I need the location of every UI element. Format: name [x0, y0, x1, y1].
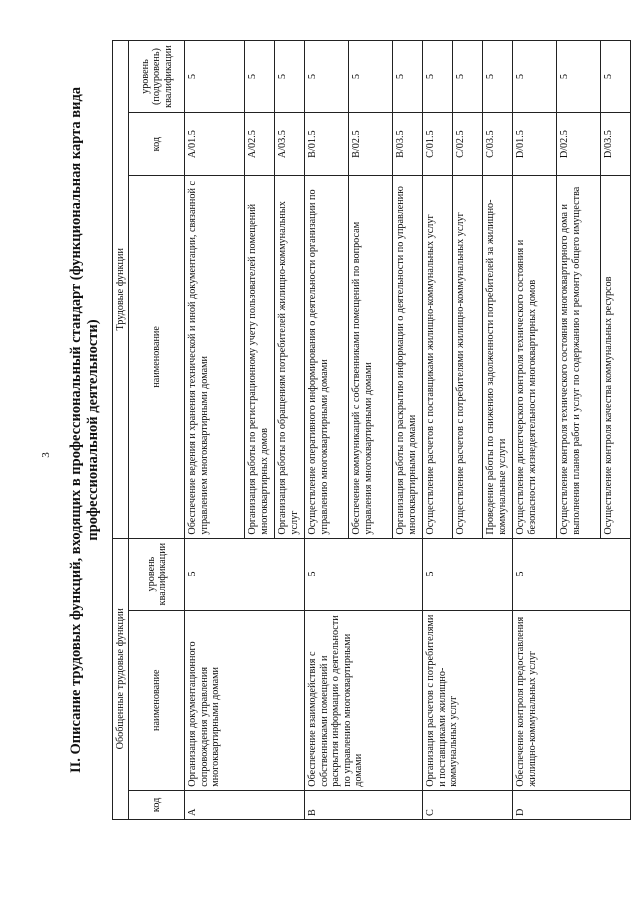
header-generalized-functions: Обобщенные трудовые функции: [113, 538, 129, 819]
table-row: [305, 41, 349, 820]
function-code: B/03.5: [393, 113, 423, 176]
function-code: B/01.5: [305, 113, 349, 176]
function-level: 5: [393, 41, 423, 113]
function-name: Осуществление контроля качества коммунальных ресурсов: [601, 176, 631, 538]
table-row: [423, 41, 453, 820]
col-header-function-code: код: [129, 113, 185, 176]
function-name: Обеспечение ведения и хранения технической и иной документации, связанной с управлением многоквартирными домами: [185, 176, 245, 538]
table-row: [185, 41, 245, 820]
group-name: Обеспечение взаимодействия с собственниками помещений и раскрытия информации о деятельности по управлению многоквартирными домами: [305, 610, 423, 790]
function-name: Осуществление диспетчерского контроля технического состояния и безопасности жизнедеятельности многоквартирных домов: [513, 176, 557, 538]
function-level: 5: [453, 41, 483, 113]
function-level: 5: [185, 41, 245, 113]
group-name: Организация расчетов с потребителями и поставщиками жилищно-коммунальных услуг: [423, 610, 513, 790]
function-level: 5: [423, 41, 453, 113]
function-level: 5: [349, 41, 393, 113]
header-labor-functions: Трудовые функции: [113, 41, 129, 539]
function-level: 5: [601, 41, 631, 113]
function-code: A/01.5: [185, 113, 245, 176]
group-level: 5: [513, 538, 631, 610]
function-level: 5: [275, 41, 305, 113]
functional-map-table: [112, 40, 631, 820]
function-code: C/02.5: [453, 113, 483, 176]
function-level: 5: [483, 41, 513, 113]
function-name: Осуществление расчетов с потребителями жилищно-коммунальных услуг: [453, 176, 483, 538]
group-level: 5: [423, 538, 513, 610]
group-code: B: [305, 790, 423, 819]
function-code: D/01.5: [513, 113, 557, 176]
table-header-row-2: [129, 41, 185, 820]
function-name: Организация работы по обращениям потребителей жилищно-коммунальных услуг: [275, 176, 305, 538]
table-row: [513, 41, 557, 820]
function-code: C/01.5: [423, 113, 453, 176]
col-header-code: код: [129, 790, 185, 819]
group-code: D: [513, 790, 631, 819]
table-header-row-1: [113, 41, 129, 820]
section-title: II. Описание трудовых функций, входящих в профессиональный стандарт (функциональная карта вида профессиональной деятельности): [68, 86, 101, 774]
group-code: C: [423, 790, 513, 819]
rotated-page-content: [64, 40, 615, 820]
function-level: 5: [305, 41, 349, 113]
col-header-level: уровень квалификации: [129, 538, 185, 610]
function-level: 5: [513, 41, 557, 113]
col-header-function-name: наименование: [129, 176, 185, 538]
function-code: A/02.5: [245, 113, 275, 176]
function-code: B/02.5: [349, 113, 393, 176]
group-code: A: [185, 790, 305, 819]
function-name: Проведение работы по снижению задолженности потребителей за жилищно-коммунальные услуги: [483, 176, 513, 538]
function-level: 5: [557, 41, 601, 113]
function-level: 5: [245, 41, 275, 113]
function-name: Обеспечение коммуникаций с собственниками помещений по вопросам управления многоквартирными домами: [349, 176, 393, 538]
group-level: 5: [305, 538, 423, 610]
col-header-function-level: уровень (подуровень) квалификации: [129, 41, 185, 113]
function-name: Осуществление контроля технического состояния многоквартирного дома и выполнения планов работ и услуг по содержанию и ремонту общего имущества: [557, 176, 601, 538]
function-code: A/03.5: [275, 113, 305, 176]
group-name: Организация документационного сопровождения управления многоквартирными домами: [185, 610, 305, 790]
page-number: 3: [40, 452, 52, 458]
function-name: Осуществление расчетов с поставщиками жилищно-коммунальных услуг: [423, 176, 453, 538]
function-code: D/02.5: [557, 113, 601, 176]
col-header-name: наименование: [129, 610, 185, 790]
group-name: Обеспечение контроля предоставления жилищно-коммунальных услуг: [513, 610, 631, 790]
function-code: D/03.5: [601, 113, 631, 176]
function-name: Организация работы по регистрационному учету пользователей помещений многоквартирных домов: [245, 176, 275, 538]
function-code: C/03.5: [483, 113, 513, 176]
group-level: 5: [185, 538, 305, 610]
function-name: Организация работы по раскрытию информации о деятельности по управлению многоквартирными домами: [393, 176, 423, 538]
function-name: Осуществление оперативного информирования о деятельности организации по управлению многоквартирными домами: [305, 176, 349, 538]
